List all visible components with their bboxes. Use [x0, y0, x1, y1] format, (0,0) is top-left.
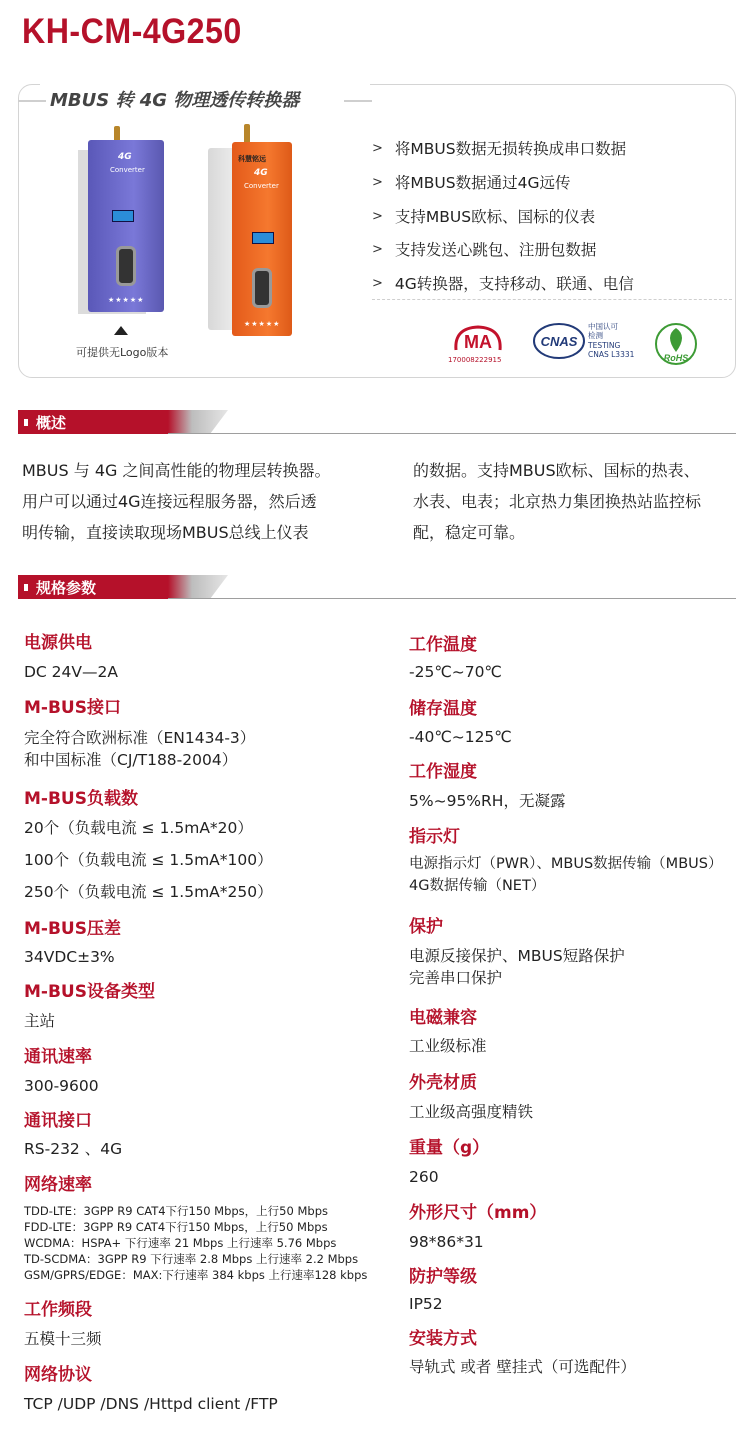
spec-label-baud: 通讯速率: [24, 1047, 92, 1067]
device-sublabel: Converter: [110, 166, 145, 174]
dip-switch-icon: [112, 210, 134, 222]
spec-value-indicator: [409, 853, 722, 897]
spec-line: 完善串口保护: [409, 969, 503, 987]
spec-value-mbus-load-20: 20个（负载电流 ≤ 1.5mA*20）: [24, 819, 253, 837]
spec-label-weight: 重量（g）: [409, 1138, 490, 1158]
feature-text: 将MBUS数据通过4G远传: [394, 174, 571, 192]
spec-value-store-temp: -40℃~125℃: [409, 728, 512, 746]
spec-value-dimensions: 98*86*31: [409, 1233, 484, 1251]
chevron-right-icon: >: [372, 208, 383, 224]
spec-label-mounting: 安装方式: [409, 1329, 477, 1349]
chevron-right-icon: >: [372, 174, 383, 190]
spec-line: GSM/GPRS/EDGE：MAX:下行速率 384 kbps 上行速率128 kbps: [24, 1268, 368, 1282]
feature-text: 支持MBUS欧标、国标的仪表: [394, 208, 596, 226]
spec-label-protection: 保护: [409, 917, 443, 937]
cnas-line: 中国认可: [588, 322, 618, 331]
rohs-text: RoHS: [663, 353, 689, 363]
rating-stars: ★★★★★: [108, 296, 145, 304]
chevron-right-icon: >: [372, 140, 383, 156]
overview-line: 明传输，直接读取现场MBUS总线上仪表: [22, 523, 309, 542]
spec-value-emc: 工业级标准: [409, 1037, 487, 1055]
spec-label-store-temp: 储存温度: [409, 699, 477, 719]
chevron-right-icon: >: [372, 241, 383, 257]
cnas-cert-logo: [532, 322, 586, 360]
rating-stars: ★★★★★: [244, 320, 281, 328]
spec-label-power: 电源供电: [24, 633, 92, 653]
spec-line: TD-SCDMA：3GPP R9 下行速率 2.8 Mbps 上行速率 2.2 Mbps: [24, 1252, 359, 1266]
spec-value-humidity: 5%~95%RH，无凝露: [409, 792, 566, 810]
device-label: 4G: [118, 152, 132, 162]
cnas-cert-text: [588, 322, 634, 360]
dip-switch-icon: [252, 232, 274, 244]
spec-label-mbus-load: M-BUS负载数: [24, 789, 138, 809]
overview-line: MBUS 与 4G 之间高性能的物理层转换器。: [22, 461, 331, 480]
product-title: KH-CM-4G250: [22, 12, 242, 51]
feature-text: 4G转换器，支持移动、联通、电信: [394, 275, 634, 293]
spec-line: 完全符合欧洲标准（EN1434-3）: [24, 729, 256, 747]
spec-label-dimensions: 外形尺寸（mm）: [409, 1203, 547, 1223]
feature-item: [372, 272, 634, 294]
cnas-line: 检测: [588, 331, 603, 341]
spec-value-power: DC 24V—2A: [24, 663, 118, 681]
device-sublabel: Converter: [244, 182, 279, 190]
spec-label-housing: 外壳材质: [409, 1073, 477, 1093]
spec-line: WCDMA：HSPA+ 下行速率 21 Mbps 上行速率 5.76 Mbps: [24, 1236, 337, 1250]
spec-value-net-speed: [24, 1203, 367, 1283]
spec-value-ip: IP52: [409, 1295, 443, 1313]
spec-value-protocol: TCP /UDP /DNS /Httpd client /FTP: [24, 1395, 278, 1413]
feature-item: [372, 238, 596, 260]
ma-text: MA: [464, 332, 492, 352]
overview-right: [413, 455, 701, 548]
feature-item: [372, 137, 626, 159]
db9-port-icon: [252, 268, 272, 308]
feature-divider: [372, 299, 732, 300]
spec-value-band: 五模十三频: [24, 1330, 102, 1348]
spec-value-mbus-load-250: 250个（负载电流 ≤ 1.5mA*250）: [24, 883, 273, 901]
feature-text: 将MBUS数据无损转换成串口数据: [394, 140, 627, 158]
divider: [344, 100, 372, 102]
bullet-icon: [24, 584, 28, 591]
overview-line: 配，稳定可靠。: [413, 523, 526, 542]
feature-item: [372, 205, 595, 227]
ma-cert-number: 170008222915: [448, 356, 502, 364]
spec-value-weight: 260: [409, 1168, 439, 1186]
spec-value-mounting: 导轨式 或者 壁挂式（可选配件）: [409, 1358, 636, 1376]
spec-label-band: 工作频段: [24, 1300, 92, 1320]
spec-label-emc: 电磁兼容: [409, 1008, 477, 1028]
divider: [18, 100, 46, 102]
spec-value-comm-port: RS-232 、4G: [24, 1140, 123, 1158]
spec-line: 电源指示灯（PWR）、MBUS数据传输（MBUS）: [409, 856, 723, 872]
spec-value-baud: 300-9600: [24, 1077, 99, 1095]
feature-text: 支持发送心跳包、注册包数据: [394, 241, 597, 259]
section-title: 概述: [36, 414, 67, 432]
overview-line: 用户可以通过4G连接远程服务器，然后透: [22, 492, 317, 511]
spec-label-ip: 防护等级: [409, 1267, 477, 1287]
spec-label-net-speed: 网络速率: [24, 1175, 92, 1195]
spec-label-mbus-voltage: M-BUS压差: [24, 919, 121, 939]
spec-value-mbus-voltage: 34VDC±3%: [24, 948, 115, 966]
spec-line: TDD-LTE：3GPP R9 CAT4下行150 Mbps，上行50 Mbps: [24, 1204, 328, 1218]
spec-label-comm-port: 通讯接口: [24, 1111, 92, 1131]
cnas-line: TESTING: [588, 340, 621, 350]
feature-item: [372, 171, 570, 193]
rohs-cert-logo: [654, 322, 698, 366]
spec-value-mbus-load-100: 100个（负载电流 ≤ 1.5mA*100）: [24, 851, 273, 869]
section-header-spec: [18, 575, 736, 599]
spec-label-humidity: 工作湿度: [409, 762, 477, 782]
spec-value-work-temp: -25℃~70℃: [409, 663, 502, 681]
up-arrow-icon: [114, 326, 128, 335]
spec-line: 4G数据传输（NET）: [409, 878, 546, 894]
device-label: 4G: [254, 168, 268, 178]
spec-label-mbus-port: M-BUS接口: [24, 698, 121, 718]
section-header-overview: [18, 410, 736, 434]
spec-line: FDD-LTE：3GPP R9 CAT4下行150 Mbps，上行50 Mbps: [24, 1220, 328, 1234]
product-subtitle: MBUS 转 4G 物理透传转换器: [50, 90, 300, 111]
spec-label-indicator: 指示灯: [409, 827, 460, 847]
overview-left: [22, 455, 331, 548]
spec-line: 和中国标准（CJ/T188-2004）: [24, 751, 238, 769]
spec-value-mbus-type: 主站: [24, 1012, 56, 1030]
no-logo-note: 可提供无Logo版本: [76, 346, 169, 359]
cnas-text: CNAS: [540, 334, 578, 349]
spec-value-protection: [409, 945, 625, 989]
spec-value-mbus-port: [24, 727, 255, 771]
spec-label-protocol: 网络协议: [24, 1365, 92, 1385]
ma-cert-logo: [452, 324, 504, 354]
device-brand: 科慧铭远: [238, 155, 266, 163]
device-image-blue: [88, 140, 164, 312]
spec-label-mbus-type: M-BUS设备类型: [24, 982, 155, 1002]
overview-line: 的数据。支持MBUS欧标、国标的热表、: [413, 461, 700, 480]
spec-value-housing: 工业级高强度精铁: [409, 1103, 534, 1121]
overview-line: 水表、电表；北京热力集团换热站监控标: [413, 492, 702, 511]
bullet-icon: [24, 419, 28, 426]
chevron-right-icon: >: [372, 275, 383, 291]
section-title: 规格参数: [36, 579, 97, 597]
cnas-line: CNAS L3331: [588, 350, 635, 360]
spec-label-work-temp: 工作温度: [409, 635, 477, 655]
db9-port-icon: [116, 246, 136, 286]
device-image-orange: [232, 142, 292, 336]
spec-line: 电源反接保护、MBUS短路保护: [409, 947, 625, 965]
